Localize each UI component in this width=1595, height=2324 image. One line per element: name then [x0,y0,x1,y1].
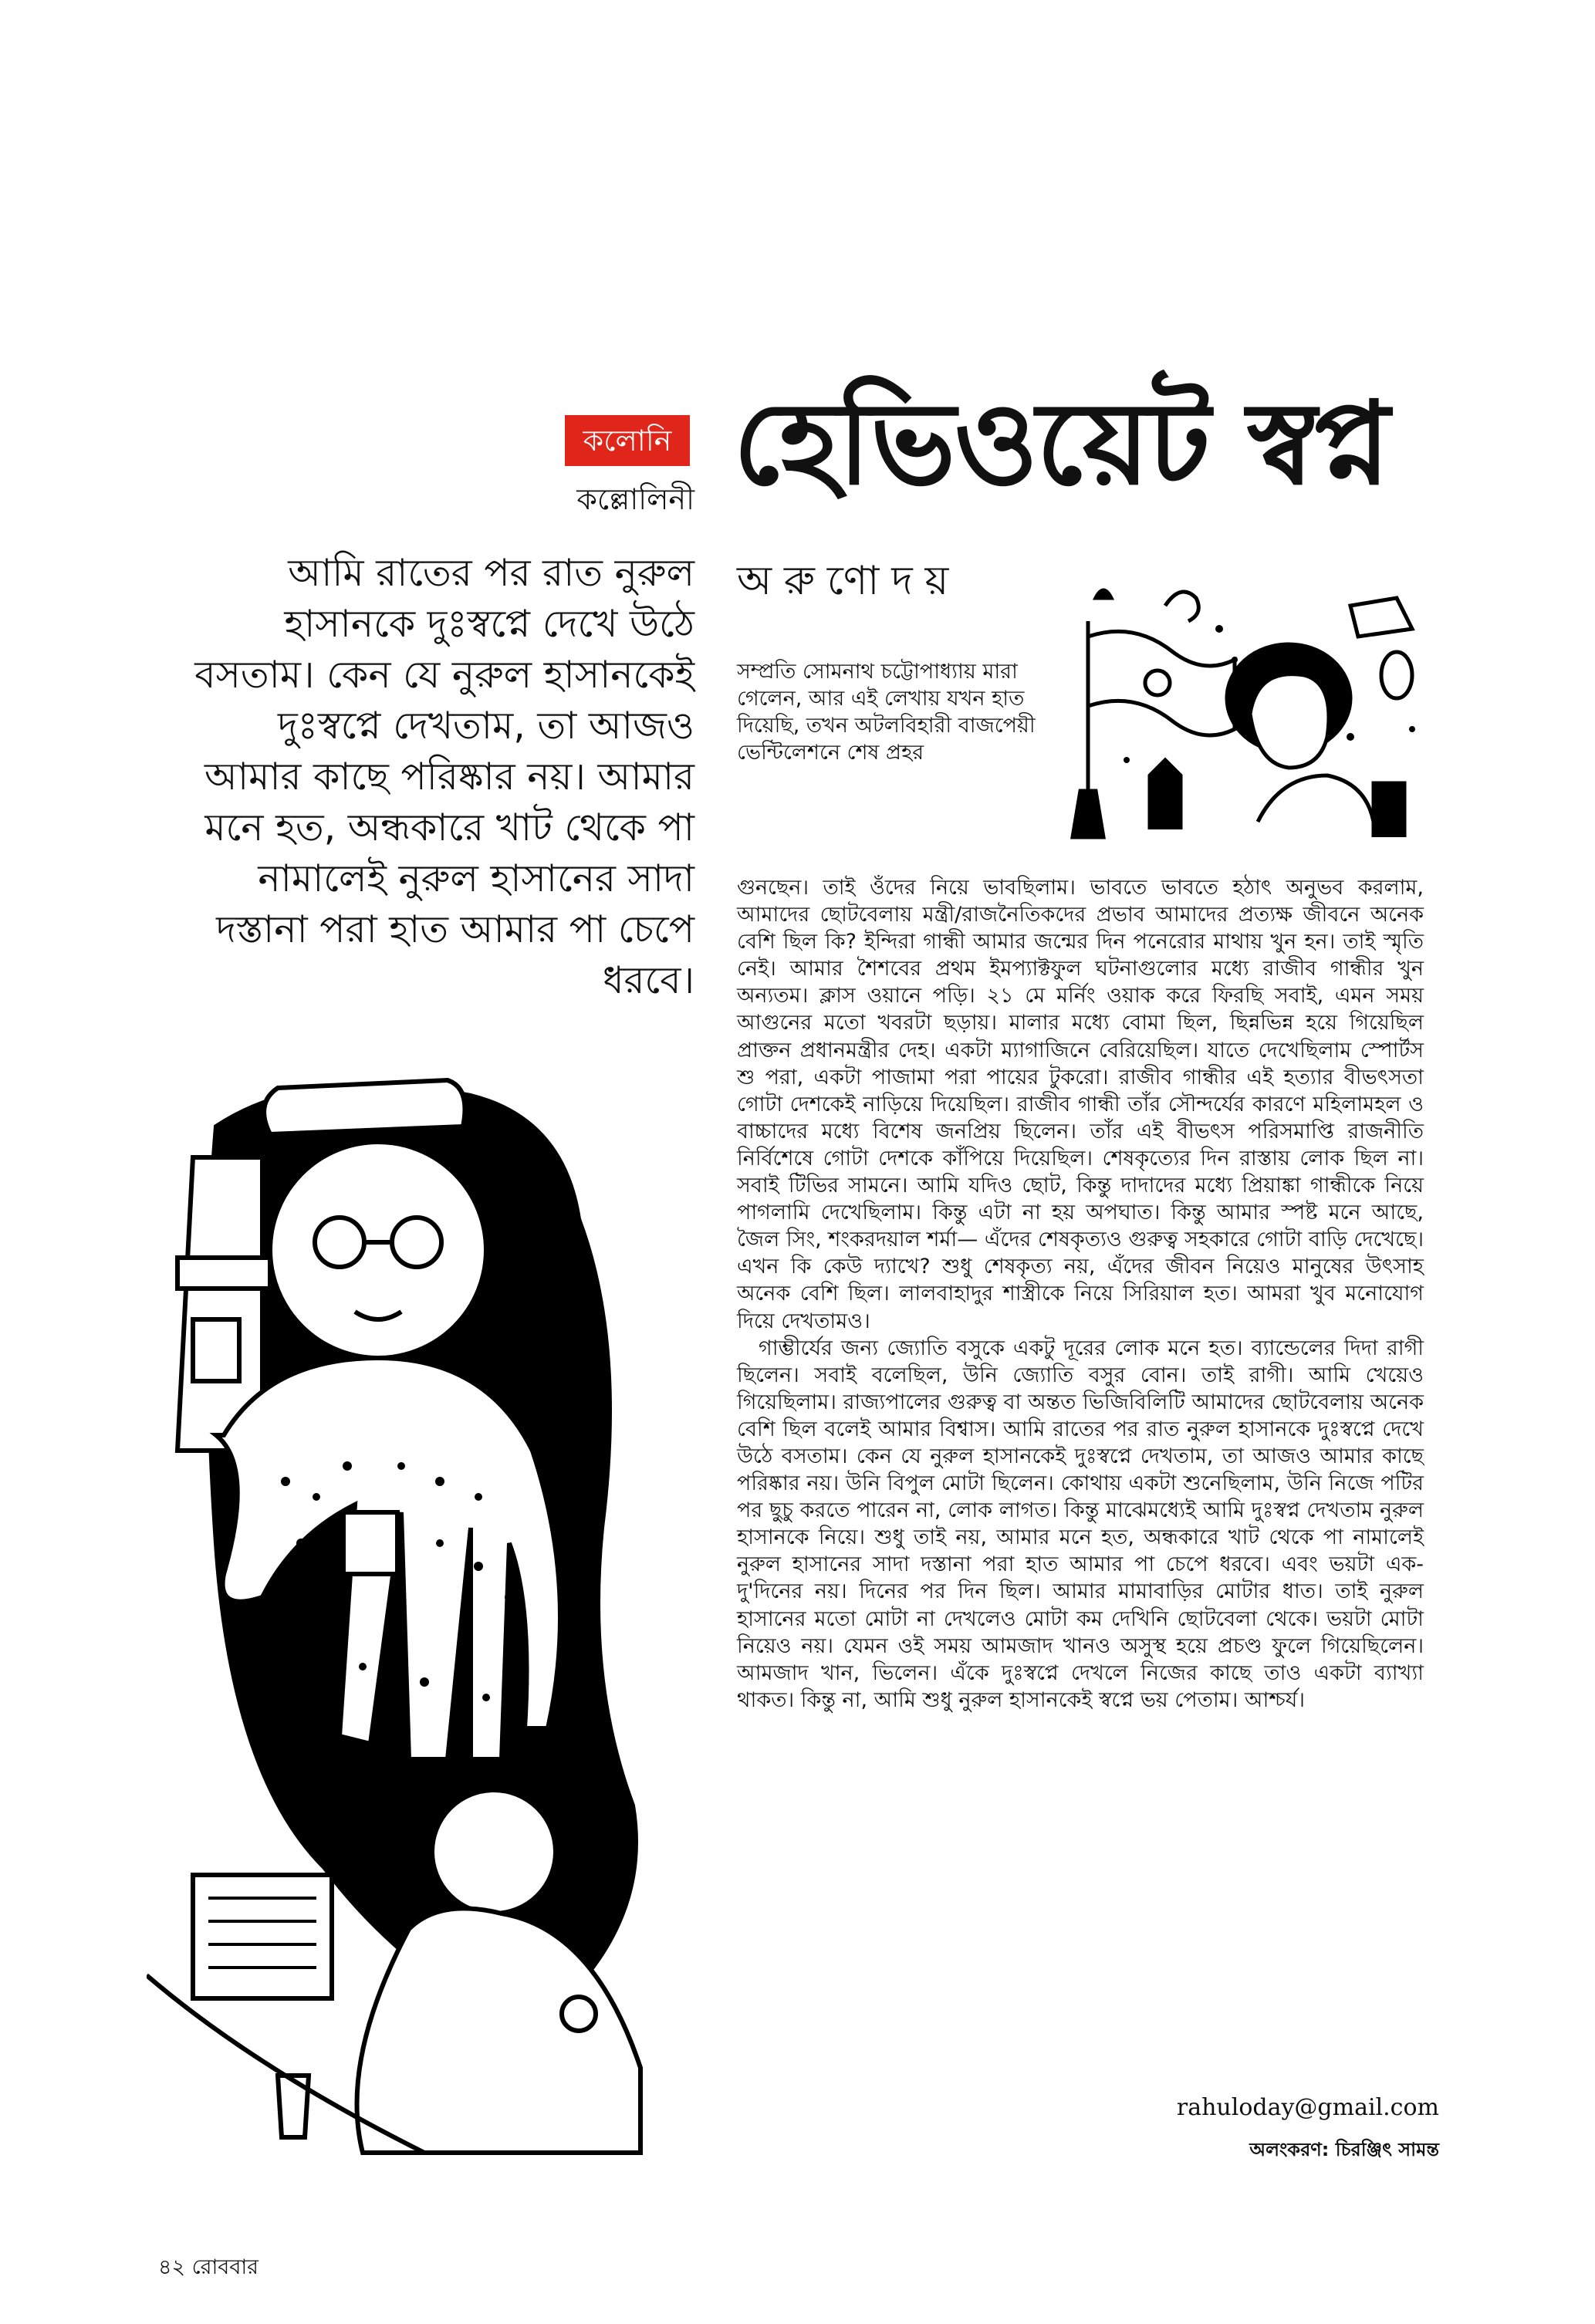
article-body [737,874,1424,1714]
author-byline: অরুণোদয় [737,558,961,604]
intro-paragraph: সম্প্রতি সোমনাথ চট্টোপাধ্যায় মারা গেলেন, আর এই লেখায় যখন হাত দিয়েছি, তখন অটলবিহারী বাজপেয়ী ভেন্টিলেশনে শেষ প্রহর [737,660,1036,765]
body-paragraph: গাম্ভীর্যের জন্য জ্যোতি বসুকে একটু দূরের লোক মনে হত। ব্যান্ডেলের দিদা রাগী ছিলেন। সবাই বলেছিল, উনি জ্যোতি বসুর বোন। তাই রাগী। আমি খেয়েও গিয়েছিলাম। রাজ্যপালের গুরুত্ব বা অন্তত ভিজিবিলিটি আমাদের ছোটবেলায় অনেক বেশি ছিল বলেই আমার বিশ্বাস। আমি রাতের পর রাত নুরুল হাসানকে দুঃস্বপ্নে দেখে উঠে বসতাম। কেন যে নুরুল হাসানকেই দুঃস্বপ্নে দেখতাম, তা আজও আমার কাছে পরিষ্কার নয়। উনি বিপুল মোটা ছিলেন। কোথায় একটা শুনেছিলাম, উনি নিজে পটির পর ছুচু করতে পারেন না, লোক লাগত। কিন্তু মাঝেমধ্যেই আমি দুঃস্বপ্ন দেখতাম নুরুল হাসানকে নিয়ে। শুধু তাই নয়, আমার মনে হত, অন্ধকারে খাট থেকে পা নামালেই নুরুল হাসানের সাদা দস্তানা পরা হাত আমার পা চেপে ধরবে। এবং ভয়টা এক-দু'দিনের নয়। দিনের পর দিন ছিল। আমার মামাবাড়ির মোটার ধাত। তাই নুরুল হাসানের মতো মোটা না দেখলেও মোটা কম দেখিনি ছোটবেলা থেকে। ভয়টা মোটা নিয়েও নয়। যেমন ওই সময় আমজাদ খানও অসুস্থ হয়ে প্রচণ্ড ফুলে গিয়েছিলেন। আমজাদ খান, ভিলেন। এঁকে দুঃস্বপ্নে দেখলে নিজের কাছে তাও একটা ব্যাখ্যা থাকত। কিন্তু না, আমি শুধু নুরুল হাসানকেই স্বপ্নে ভয় পেতাম। আশ্চর্য। [737,1336,1424,1712]
illustration-credit: অলংকরণ: চিরঞ্জিৎ সামন্ত [1249,2139,1439,2160]
author-email: rahuloday@gmail.com [1176,2094,1439,2121]
headline: হেভিওয়েট স্বপ্ন [733,377,1389,510]
pull-quote: আমি রাতের পর রাত নুরুল হাসানকে দুঃস্বপ্নে দেখে উঠে বসতাম। কেন যে নুরুল হাসানকেই দুঃস্বপ্নে দেখতাম, তা আজও আমার কাছে পরিষ্কার নয়। আমার মনে হত, অন্ধকারে খাট থেকে পা নামালেই নুরুল হাসানের সাদা দস্তানা পরা হাত আমার পা চেপে ধরবে। [194,551,694,1002]
illustration-nightmare-hand [147,1065,718,2168]
section-subtitle: কল্লোলিনী [576,482,694,516]
section-tag: কলোনি [565,415,690,466]
illustration-flag-scene [1057,575,1428,856]
page-footer: ৪২ রোববার [158,2255,259,2279]
body-paragraph: গুনছেন। তাই ওঁদের নিয়ে ভাবছিলাম। ভাবতে ভাবতে হঠাৎ অনুভব করলাম, আমাদের ছোটবেলায় মন্ত্রী/রাজনৈতিকদের প্রভাব আমাদের প্রত্যক্ষ জীবনে অনেক বেশি ছিল কি? ইন্দিরা গান্ধী আমার জন্মের দিন পনেরোর মাথায় খুন হন। তাই স্মৃতি নেই। আমার শৈশবের প্রথম ইমপ্যাক্টফুল ঘটনাগুলোর মধ্যে রাজীব গান্ধীর খুন অন্যতম। ক্লাস ওয়ানে পড়ি। ২১ মে মর্নিং ওয়াক করে ফিরছি সবাই, এমন সময় আগুনের মতো খবরটা ছড়ায়। মালার মধ্যে বোমা ছিল, ছিন্নভিন্ন হয়ে গিয়েছিল প্রাক্তন প্রধানমন্ত্রীর দেহ। একটা ম্যাগাজিনে বেরিয়েছিল। যাতে দেখেছিলাম স্পোর্টস শু পরা, একটা পাজামা পরা পায়ের টুকরো। রাজীব গান্ধীর এই হত্যার বীভৎসতা গোটা দেশকেই নাড়িয়ে দিয়েছিল। রাজীব গান্ধী তাঁর সৌন্দর্যের কারণে মহিলামহল ও বাচ্চাদের মধ্যে বিশেষ জনপ্রিয় ছিলেন। তাঁর এই বীভৎস পরিসমাপ্তি রাজনীতি নির্বিশেষে গোটা দেশকে কাঁপিয়ে দিয়েছিল। শেষকৃত্যের দিন রাস্তায় লোক ছিল না। সবাই টিভির সামনে। আমি যদিও ছোট, কিন্তু দাদাদের মধ্যে প্রিয়াঙ্কা গান্ধীকে নিয়ে পাগলামি দেখেছিলাম। কিন্তু এটা না হয় অপঘাত। কিন্তু আমার স্পষ্ট মনে আছে, জৈল সিং, শংকরদয়াল শর্মা— এঁদের শেষকৃত্যও গুরুত্ব সহকারে গোটা বাড়ি দেখেছে। এখন কি কেউ দ্যাখে? শুধু শেষকৃত্য নয়, এঁদের জীবন নিয়েও মানুষের উৎসাহ অনেক বেশি ছিল। লালবাহাদুর শাস্ত্রীকে নিয়ে সিরিয়াল হত। আমরা খুব মনোযোগ দিয়ে দেখতামও। [737,876,1424,1333]
